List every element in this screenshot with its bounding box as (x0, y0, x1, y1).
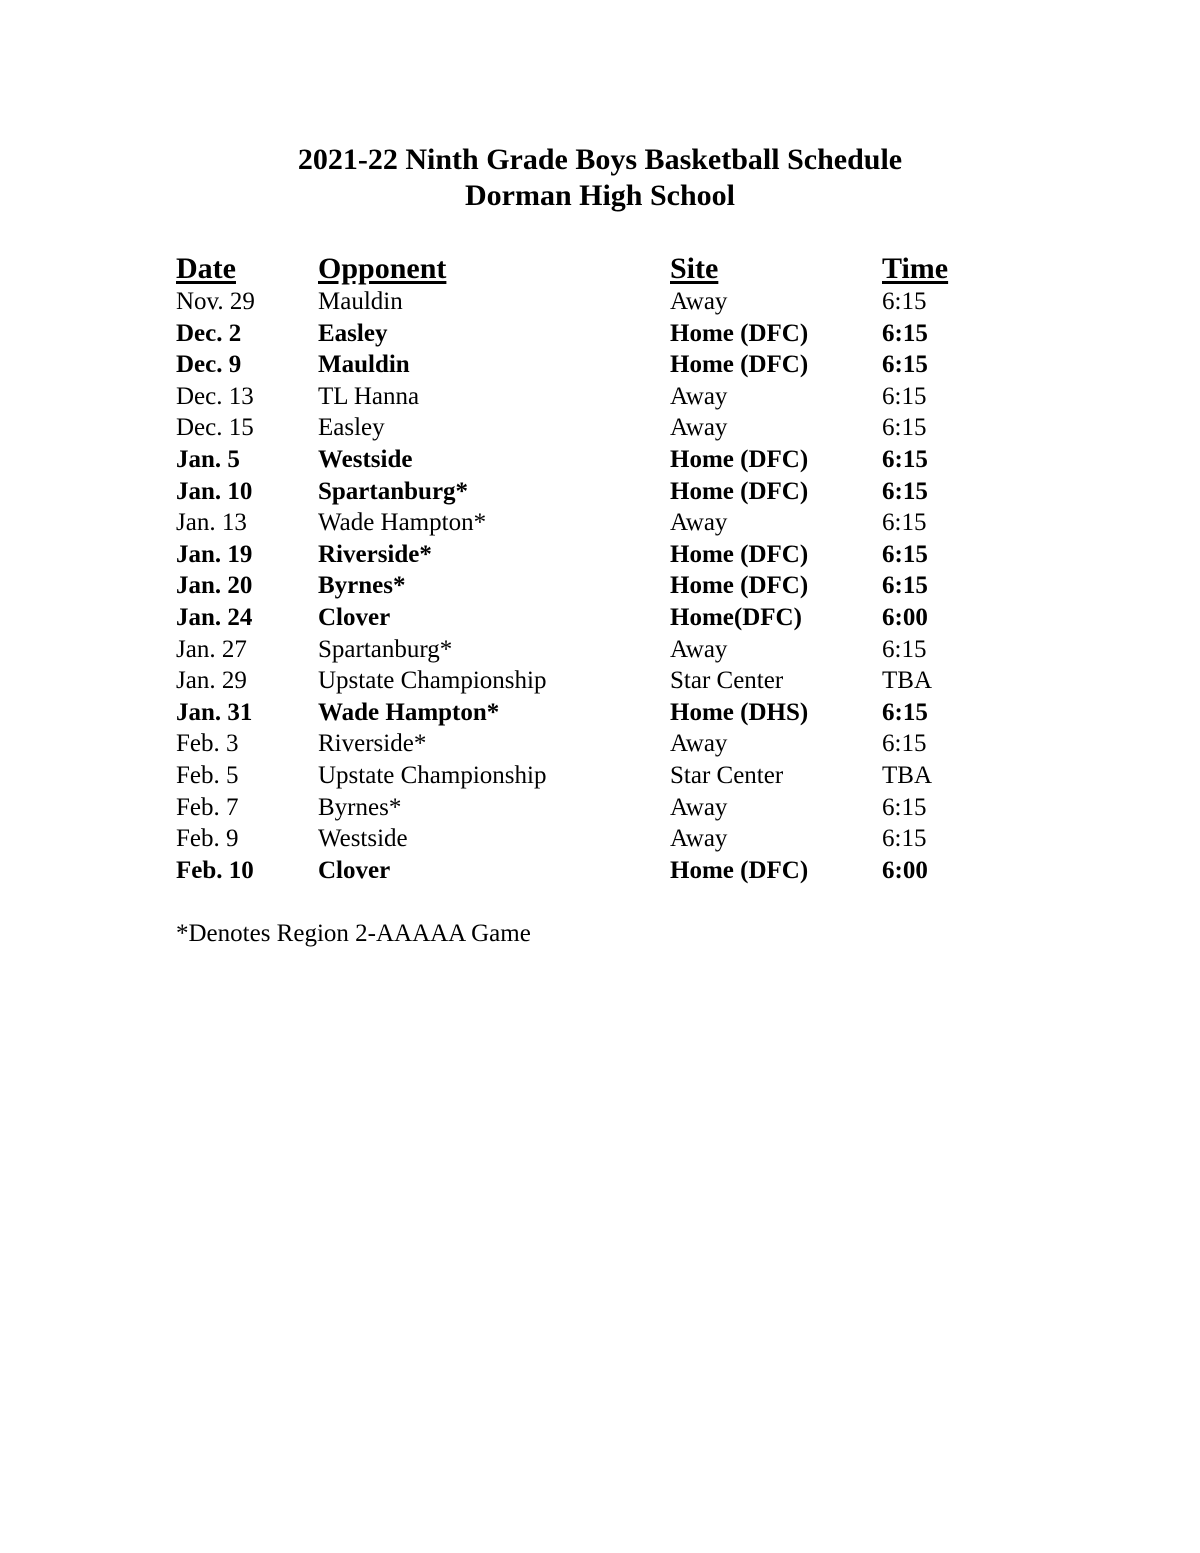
cell-date: Nov. 29 (176, 288, 255, 315)
cell-time: 6:00 (882, 603, 928, 631)
title-line-schedule: 2021-22 Ninth Grade Boys Basketball Schedule (297, 143, 903, 176)
cell-site: Home (DFC) (670, 572, 809, 600)
cell-date: Feb. 5 (176, 761, 239, 789)
cell-time: 6:15 (882, 825, 927, 853)
cell-opponent: Byrnes* (318, 572, 406, 600)
cell-site: Away (670, 825, 728, 853)
cell-site: Home (DHS) (670, 698, 809, 726)
cell-date: Dec. 2 (176, 319, 242, 347)
cell-site: Home (DFC) (670, 445, 809, 473)
cell-date: Jan. 29 (176, 667, 247, 695)
table-row (176, 823, 1036, 855)
table-row (176, 697, 1036, 729)
cell-opponent: Easley (318, 414, 385, 442)
table-row (176, 412, 1036, 444)
table-header-row (176, 252, 1036, 286)
table-row (176, 286, 1036, 318)
cell-opponent: Spartanburg* (318, 477, 469, 505)
cell-date: Jan. 10 (176, 477, 253, 505)
table-row (176, 634, 1036, 666)
cell-date: Jan. 5 (176, 445, 240, 473)
table-row (176, 349, 1036, 381)
header-date: Date (176, 252, 236, 285)
cell-time: 6:15 (882, 540, 928, 568)
cell-time: 6:15 (882, 319, 928, 347)
cell-opponent: Clover (318, 856, 391, 884)
cell-opponent: Easley (318, 319, 388, 347)
cell-opponent: Riverside* (318, 540, 432, 568)
cell-time: 6:15 (882, 572, 928, 600)
schedule-table (176, 252, 1036, 886)
cell-site: Away (670, 288, 728, 315)
header-opponent: Opponent (318, 252, 447, 285)
cell-date: Feb. 7 (176, 793, 239, 821)
cell-site: Away (670, 635, 728, 663)
table-row (176, 381, 1036, 413)
cell-opponent: Clover (318, 603, 391, 631)
cell-site: Away (670, 382, 728, 410)
cell-opponent: Spartanburg* (318, 635, 453, 663)
cell-opponent: Westside (318, 825, 408, 853)
document-title (0, 142, 1200, 214)
cell-date: Jan. 31 (176, 698, 253, 726)
cell-time: 6:15 (882, 445, 928, 473)
cell-date: Jan. 19 (176, 540, 253, 568)
cell-time: 6:15 (882, 288, 927, 315)
cell-site: Away (670, 730, 728, 758)
cell-date: Feb. 3 (176, 730, 239, 758)
cell-date: Jan. 20 (176, 572, 253, 600)
cell-date: Feb. 10 (176, 856, 254, 884)
cell-opponent: Byrnes* (318, 793, 402, 821)
table-row (176, 728, 1036, 760)
table-row (176, 760, 1036, 792)
cell-date: Jan. 27 (176, 635, 247, 663)
title-line-school: Dorman High School (464, 179, 736, 212)
cell-opponent: Westside (318, 445, 413, 473)
cell-time: TBA (882, 761, 932, 789)
cell-site: Away (670, 509, 728, 537)
cell-opponent: Upstate Championship (318, 761, 547, 789)
cell-site: Home (DFC) (670, 319, 809, 347)
cell-date: Jan. 24 (176, 603, 253, 631)
table-row (176, 318, 1036, 350)
cell-time: 6:15 (882, 509, 927, 537)
cell-opponent: Wade Hampton* (318, 698, 500, 726)
cell-opponent: Riverside* (318, 730, 427, 758)
table-body (176, 286, 1036, 886)
cell-site: Away (670, 414, 728, 442)
table-row (176, 602, 1036, 634)
cell-date: Feb. 9 (176, 825, 239, 853)
cell-date: Dec. 9 (176, 351, 242, 379)
cell-time: 6:15 (882, 635, 927, 663)
cell-site: Home (DFC) (670, 540, 809, 568)
table-row (176, 665, 1036, 697)
cell-opponent: TL Hanna (318, 382, 420, 410)
table-row (176, 539, 1036, 571)
cell-time: 6:15 (882, 477, 928, 505)
cell-opponent: Mauldin (318, 351, 410, 379)
cell-time: 6:15 (882, 351, 928, 379)
cell-date: Dec. 15 (176, 414, 254, 442)
table-row (176, 792, 1036, 824)
cell-time: 6:15 (882, 382, 927, 410)
cell-time: 6:15 (882, 793, 927, 821)
cell-site: Away (670, 793, 728, 821)
cell-time: TBA (882, 667, 932, 695)
table-row (176, 476, 1036, 508)
cell-site: Home (DFC) (670, 351, 809, 379)
table-row (176, 855, 1036, 887)
cell-time: 6:00 (882, 856, 928, 884)
cell-site: Home (DFC) (670, 477, 809, 505)
cell-site: Star Center (670, 667, 784, 695)
cell-opponent: Wade Hampton* (318, 509, 487, 537)
footnote: *Denotes Region 2-AAAAA Game (176, 920, 531, 947)
cell-time: 6:15 (882, 698, 928, 726)
table-row (176, 570, 1036, 602)
cell-site: Home(DFC) (670, 603, 802, 631)
header-time: Time (882, 252, 949, 285)
table-row (176, 507, 1036, 539)
cell-time: 6:15 (882, 730, 927, 758)
cell-date: Jan. 13 (176, 509, 247, 537)
cell-opponent: Upstate Championship (318, 667, 547, 695)
cell-time: 6:15 (882, 414, 927, 442)
cell-date: Dec. 13 (176, 382, 254, 410)
table-row (176, 444, 1036, 476)
cell-site: Star Center (670, 761, 784, 789)
header-site: Site (670, 252, 719, 285)
cell-site: Home (DFC) (670, 856, 809, 884)
cell-opponent: Mauldin (318, 288, 403, 315)
